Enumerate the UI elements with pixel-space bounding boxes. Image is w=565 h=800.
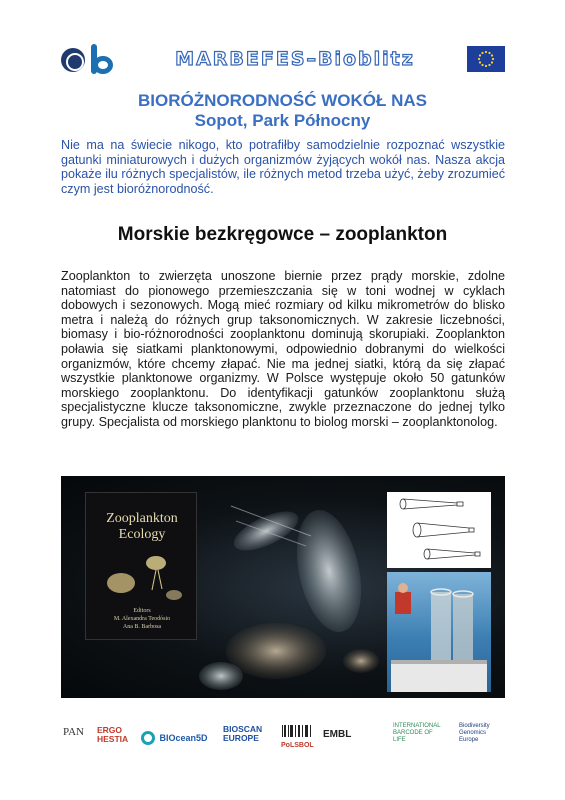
sponsor-embl-logo: EMBL: [323, 729, 352, 740]
sponsor-biocean5d-logo: BIOcean5D: [141, 729, 207, 747]
subtitle-line1: BIORÓŻNORODNOŚĆ WOKÓŁ NAS: [138, 91, 427, 110]
sponsor-logos: [61, 722, 505, 750]
eu-flag-icon: [467, 46, 505, 72]
header: [0, 40, 565, 84]
sponsor-ibol-logo: INTERNATIONAL BARCODE OF LIFE: [393, 723, 441, 743]
barcode-icon: [281, 725, 313, 737]
section-title: Morskie bezkręgowce – zooplankton: [117, 224, 448, 245]
subtitle-line2: Sopot, Park Północny: [194, 111, 371, 130]
b-logo-icon: [91, 44, 115, 76]
book-cover-zooplankton-ecology: [85, 492, 197, 640]
sponsor-pan-logo: PAN: [63, 726, 84, 738]
subtitle: [0, 91, 565, 131]
sponsor-bge-logo: Biodiversity Genomics Europe: [459, 723, 490, 743]
sponsor-bioscan-europe-logo: BIOSCAN EUROPE: [223, 724, 263, 743]
book-cover-illustration: [86, 545, 198, 605]
globe-seal-icon: [61, 48, 85, 72]
book-title: Zooplankton Ecology: [106, 511, 178, 542]
sponsor-ergo-hestia-logo: ERGO HESTIA: [97, 725, 129, 744]
book-editors: Editors M. Alexandra Teodósio Ana B. Barbosa: [113, 608, 171, 630]
brand-title: MARBEFES–Bioblitz: [175, 48, 415, 70]
body-paragraph: Zooplankton to zwierzęta unoszone biernie przez prądy morskie, zdolne natomiast do pionowego przemieszczania się w toni wodnej w cyklach dobowych i sezonowych. Mogą mieć rozmiary od kilku mikrometrów do blisko metra i należą do różnych grup taksonomicznych. W zakresie liczebności, biomasy i bio-różnorodności zooplanktonu dominują skorupiaki. Zooplankton poławia się siatkami planktonowymi, odpowiednio dobranymi do wielkości organizmów, które chcemy złapać. Nie ma jednej siatki, którą da się złapać wszystkie planktonowe organizmy. W Polsce występuje około 50 gatunków morskiego zooplanktonu. Do identyfikacji gatunków zooplanktonu służą specjalistyczne klucze taksonomiczne, zwykle przeznaczone do jednej tylko grupy. Specjalista od morskiego planktonu to biolog morski – zooplanktonolog.: [61, 269, 505, 429]
plankton-net-diagram: [387, 492, 491, 568]
sponsor-polsbol-logo: PoLSBOL: [281, 724, 313, 749]
intro-paragraph: Nie ma na świecie nikogo, kto potrafiłby samodzielnie rozpoznać wszystkie gatunki miniaturowych i dużych organizmów żyjących wokół nas. Nasza akcja pokaże ilu różnych specjalistów, ile różnych metod trzeba użyć, żeby zrozumieć czym jest bioróżnorodność.: [61, 138, 505, 196]
plankton-net-deployment-photo: [387, 572, 491, 692]
zooplankton-photo-collage: [61, 476, 505, 698]
biocean5d-icon: [141, 731, 155, 745]
